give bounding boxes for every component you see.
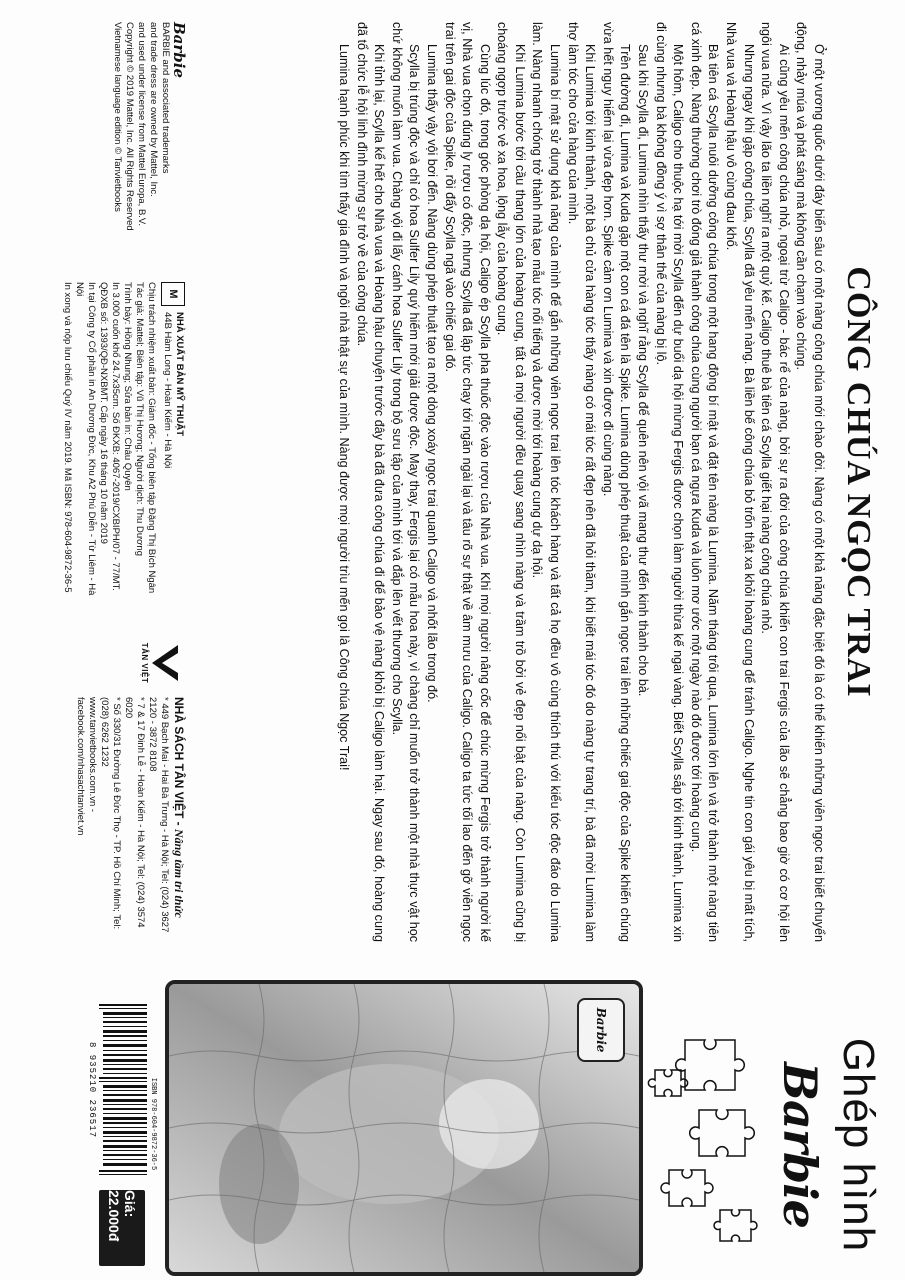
tanviet-logo-word: TÂN VIỆT xyxy=(140,642,149,684)
legal-line: Vietnamese language edition © Tanvietbooks xyxy=(112,22,123,212)
legal-lines xyxy=(111,22,171,252)
distributor-address-line: www.tanvietbooks.com.vn - facebook.com/nhasachtanviet.vn xyxy=(75,697,98,836)
puzzle-barbie-badge: Barbie xyxy=(577,998,625,1062)
publisher-detail-line: Chịu trách nhiệm xuất bản: Giám đốc - Tổng biên tập Đặng Thị Bích Ngân xyxy=(146,282,157,594)
publisher-detail-line: Tác giả: Mattel; Biên tập: Vũ Thị Hương; Người dịch: Thu Dương xyxy=(134,282,145,556)
distributor-address-line: * Số 330/31 Đường Lê Đức Thọ - TP. Hồ Chí Minh; Tel: (028) 6262 1232 xyxy=(99,697,122,930)
distributor-addresses xyxy=(74,697,170,942)
publisher-header xyxy=(161,282,185,612)
barbie-logo: Barbie xyxy=(773,1062,827,1228)
distributor-slogan: Nâng tầm tri thức xyxy=(172,829,186,918)
distributor-name-line: NHÀ SÁCH TÂN VIỆT - Nâng tầm tri thức xyxy=(172,697,186,918)
story-paragraph: Ai cũng yêu mến công chúa nhỏ, ngoại trừ Caligo - bác rể của nàng, bởi sự ra đời của công chúa khiến con trai Fergis của lão sẽ chẳng bao giờ có cơ hội lên ngôi vua nữa. Vì vậy lão ta liền nghĩ ra một quỷ kế. Caligo thuê bà tiên cá Scylla giết hại nàng công chúa nhỏ. xyxy=(759,22,791,942)
story-paragraph: Khi Lumina bước tới cầu thang lớn của hoàng cung, tất cả mọi người đều quay sang nhìn nàng và trầm trồ bởi vẻ đẹp nổi bật của nàng. Còn Lumina cũng bị choáng ngợp trước vẻ xa hoa, lộng lẫy của hoàng cung. xyxy=(495,22,527,942)
product-title: Ghép hình xyxy=(834,1037,883,1253)
distributor-name: NHÀ SÁCH TÂN VIỆT xyxy=(172,697,186,819)
story-paragraph: Trên đường đi, Lumina và Kuda gặp một con cá đá tên là Spike. Lumina dùng phép thuật của mình gắn ngọc trai lên những chiếc gai độc của Spike khiến chúng vừa hết nguy hiểm lại vừa đẹp hơn. Spike cảm ơn Lumina và xin được đi cùng nàng. xyxy=(600,22,633,942)
story-paragraph: Scylla bị trúng độc và chỉ có hoa Sulfer Lily quý hiếm mới giải được độc. May thay, Fergis lại có mẫu hoa này, vì chàng chỉ muốn trở thành một nhà thực vật học chứ không muốn làm vua. Chàng vội đi lấy cánh hoa Sulfer Lily trong bộ sưu tập của mình tới và đắp lên vết thương cho Scylla. xyxy=(389,22,422,942)
story-paragraph: Sau khi Scylla đi, Lumina nhìn thấy thư mời và nghĩ rằng Scylla để quên nên vội vã mang thư đến kinh thành cho bà. xyxy=(636,44,651,697)
distributor-address-line: * 7 & 17 Đinh Lễ - Hoàn Kiếm - Hà Nội; Tel: (024) 3574 6020 xyxy=(123,697,146,928)
barcode-block xyxy=(77,980,157,1268)
legal-line: BARBIE and associated trademarks xyxy=(160,22,171,174)
puzzle-preview xyxy=(165,980,643,1276)
publisher-detail-line: In xong và nộp lưu chiểu Quý IV năm 2019. Mã ISBN: 978-604-9872-36-5 xyxy=(62,282,73,593)
story-paragraph: Cùng lúc đó, trong góc phòng dạ hội, Caligo ép Scylla pha thuốc độc vào rượu của Nhà vua. Khi mọi người nâng cốc để chúc mừng Fergis trở thành người kế vị, Nhà vua chọn đúng ly rượu có độc, nhưng Scylla đã lập tức chạy tới ngăn ngài lại và tâu rõ sự thật về âm mưu của Caligo. Caligo ta tức tối lao đến gỡ viên ngọc trai trên gai độc của Spike, rồi đẩy Scylla ngã vào chiếc gai đó. xyxy=(442,22,492,942)
imprint-strip xyxy=(15,22,188,942)
publisher-detail-line: QĐXB số: 1393/QĐ-NXBMT. Cấp ngày 16 tháng 10 năm 2019 xyxy=(98,282,109,544)
barcode-digits: 8 935210 236517 xyxy=(87,1041,97,1138)
legal-line: Copyright © 2019 Mattel, Inc. All Rights Reserved xyxy=(124,22,135,231)
barbie-logo-small: Barbie xyxy=(170,22,188,79)
puzzle-artwork xyxy=(169,984,639,1272)
story-section xyxy=(195,22,885,942)
publisher-details xyxy=(61,282,157,612)
story-paragraph: Ở một vương quốc dưới đáy biển sâu có một nàng công chúa mới chào đời. Nàng có một khả năng đặc biệt đó là có thể khiến những viên ngọc trai biết chuyển động, nhảy múa và phát sáng mà không cần chạm vào chúng. xyxy=(794,22,826,942)
story-paragraph: Lumina bí mật sử dụng khả năng của mình để gắn những viên ngọc trai lên tóc khách hàng và tất cả họ đều vô cùng thích thú với kiểu tóc độc đáo do Lumina làm. Nàng nhanh chóng trở thành nhà tạo mẫu tóc nổi tiếng và được mời tới hoàng cung dự dạ hội. xyxy=(530,22,563,942)
distributor-address-line: * 449 Bạch Mai - Hai Bà Trưng - Hà Nội; Tel: (024) 3627 2120 - 3872 8108 xyxy=(147,697,170,933)
product-panel xyxy=(0,960,905,1280)
story-paragraph: Khi tỉnh lại, Scylla kể hết cho Nhà vua và Hoàng hậu chuyện trước đây bà đã đưa công chúa đi để bảo vệ nàng khỏi bị Caligo làm hại. Ngay sau đó, hoàng cung đã tổ chức lễ hội linh đình mừng sự trở về của công chúa. xyxy=(354,22,387,942)
distributor-info xyxy=(74,637,185,942)
publisher-logo-icon: M xyxy=(161,282,185,306)
barcode-icon xyxy=(99,1000,147,1180)
publisher-detail-line: In tại Công ty Cổ phần in An Dương Đức, Khu A2 Phú Diễn - Từ Liêm - Hà Nội xyxy=(74,282,97,596)
story-paragraph: Lumina thấy vậy vội bơi đến. Nàng dùng phép thuật tạo ra một dòng xoáy ngọc trai quanh Caligo và nhốt lão trong đó. xyxy=(424,44,439,703)
price-label: Giá: 22.000đ xyxy=(99,1190,145,1266)
story-paragraph: Lumina hạnh phúc khi tìm thấy gia đình và ngôi nhà thật sự của mình. Nàng được mọi người trìu mến gọi là Công chúa Ngọc Trai! xyxy=(336,44,351,771)
publisher-name: NHÀ XUẤT BẢN MỸ THUẬT xyxy=(174,312,185,437)
tanviet-logo-icon xyxy=(133,637,185,689)
story-title: CÔNG CHÚA NGỌC TRAI xyxy=(840,266,877,698)
tanviet-mark-icon xyxy=(150,643,180,683)
story-paragraph: Bà tiên cá Scylla nuôi dưỡng công chúa trong một hang động bí mật và đặt tên nàng là Lumina. Năm tháng trôi qua, Lumina lớn lên và trở thành một nàng tiên cá xinh đẹp. Nàng thường chơi trò đóng giả thành công chúa cùng người bạn cá ngựa Kuda và luôn mơ ước một ngày nào đó được tới hoàng cung. xyxy=(688,22,721,942)
story-paragraph: Nhưng ngay khi gặp công chúa, Scylla đã yêu mến nàng. Bà liền bế công chúa bỏ trốn thật xa khỏi hoàng cung để tránh Caligo. Nghe tin con gái yêu bị mất tích, Nhà vua và Hoàng hậu vô cùng đau khổ. xyxy=(724,22,756,942)
legal-line: and trade dress are owned by Mattel, Inc. xyxy=(148,22,159,197)
puzzle-pieces-icon xyxy=(645,1030,765,1270)
story-paragraph: Một hôm, Caligo cho thuộc hạ tới mời Scylla đến dự buổi dạ hội mừng Fergis được chọn làm người thừa kế ngai vàng. Biết Scylla sắp tới kinh thành, Lumina xin đi cùng nhưng bà không đồng ý vì sợ thân thế của nàng bị lộ. xyxy=(653,22,686,942)
trademark-notice xyxy=(111,22,188,252)
publisher-info xyxy=(61,282,185,612)
legal-line: and used under license from Mattel Europa, B.V. xyxy=(136,22,147,227)
publisher-detail-line: In 3.000 cuốn khổ 24.7x35cm. Số ĐKXB: 4067-2019/CXBIPH/07 - 77/MT. xyxy=(110,282,121,591)
story-body xyxy=(334,22,827,942)
isbn-text: ISBN 978-604-9872-36-5 xyxy=(149,1077,157,1171)
publisher-address: 44B Hàm Long - Hoàn Kiếm - Hà Nội xyxy=(162,312,173,469)
story-paragraph: Khi Lumina tới kinh thành, một bà chủ cửa hàng tóc thấy nàng có mái tóc rất đẹp nên đã hỏi thăm, khi biết mái tóc đó do nàng tự trang trí, bà đã mời Lumina làm thợ làm tóc cho cửa hàng của mình. xyxy=(565,22,598,942)
publisher-detail-line: Trình bày: Hồng Nhung; Sửa bản in: Châu Quyên xyxy=(122,282,133,491)
